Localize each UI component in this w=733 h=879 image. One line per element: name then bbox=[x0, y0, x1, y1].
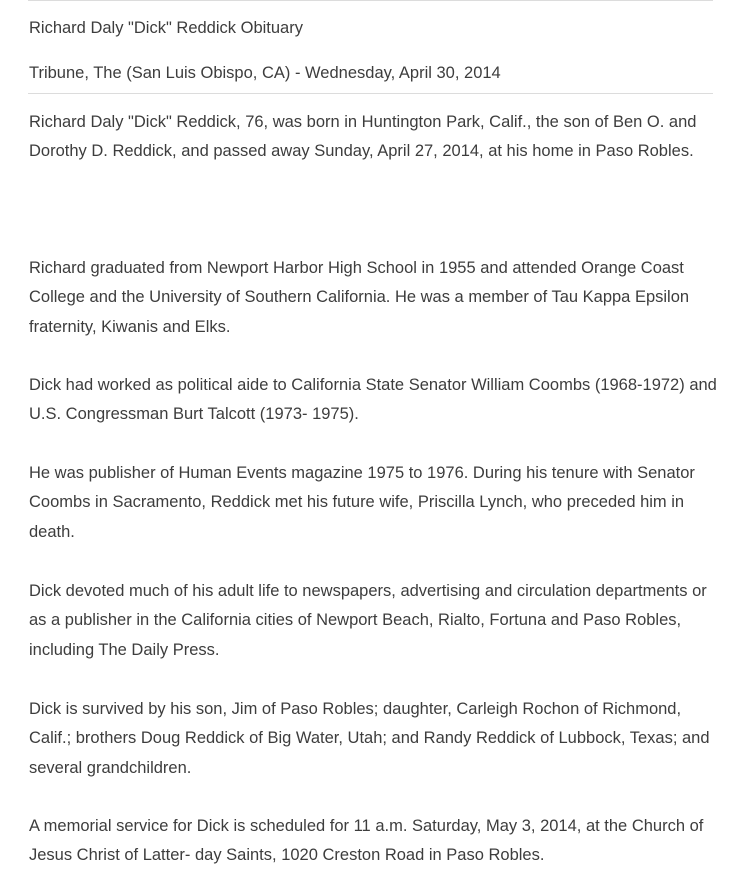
paragraph-education: Richard graduated from Newport Harbor High School in 1955 and attended Orange Coast College and the University of Southern California. He was a member of Tau Kappa Epsilon fraternity, Kiwanis and Elks. bbox=[29, 259, 690, 336]
paragraph-political-career: Dick had worked as political aide to California State Senator William Coombs (1968-1972) and U.S. Congressman Burt Talcott (1973- 1975). bbox=[29, 376, 717, 424]
paragraph-publisher: He was publisher of Human Events magazine 1975 to 1976. During his tenure with Senator Coombs in Sacramento, Reddick met his future wife, Priscilla Lynch, who preceded him in death. bbox=[29, 464, 695, 541]
header-divider bbox=[28, 93, 713, 94]
paragraph-memorial-service: A memorial service for Dick is scheduled for 11 a.m. Saturday, May 3, 2014, at the Church of Jesus Christ of Latter- day Saints, 1020 Creston Road in Paso Robles. bbox=[29, 817, 704, 865]
paragraph-newspapers: Dick devoted much of his adult life to newspapers, advertising and circulation departments or as a publisher in the California cities of Newport Beach, Rialto, Fortuna and Paso Robles, including The Daily Press. bbox=[29, 582, 707, 659]
paragraph-survivors: Dick is survived by his son, Jim of Paso Robles; daughter, Carleigh Rochon of Richmond, Calif.; brothers Doug Reddick of Big Water, Utah; and Randy Reddick of Lubbock, Texas; and several grandchildren. bbox=[29, 700, 710, 777]
publication-source-line: Tribune, The (San Luis Obispo, CA) - Wednesday, April 30, 2014 bbox=[29, 64, 501, 82]
obituary-title: Richard Daly "Dick" Reddick Obituary bbox=[29, 19, 303, 37]
paragraph-birth-death: Richard Daly "Dick" Reddick, 76, was born in Huntington Park, Calif., the son of Ben O. and Dorothy D. Reddick, and passed away Sunday, April 27, 2014, at his home in Paso Robles. bbox=[29, 113, 697, 161]
top-divider bbox=[28, 0, 713, 1]
